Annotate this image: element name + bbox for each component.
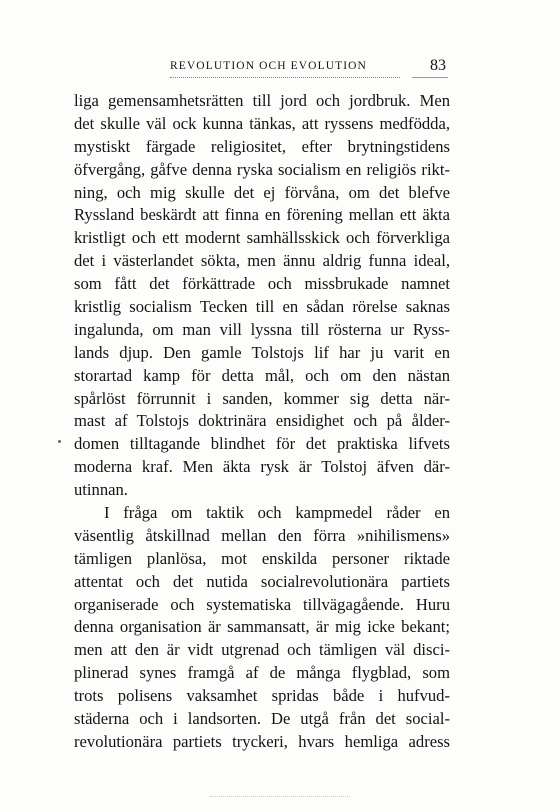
page-number: 83: [430, 57, 446, 74]
text-line: trots polisens vaksamhet spridas både i hufvud-: [74, 686, 450, 706]
text-line: som fått det förkättrade och missbrukade namnet: [74, 274, 450, 294]
text-line: liga gemensamhetsrätten till jord och jordbruk. Men: [74, 91, 450, 110]
text-line: ingalunda, om man vill lyssna till rösterna ur Ryss-: [74, 319, 450, 339]
text-line: spårlöst förrunnit i sanden, kommer sig detta när-: [74, 388, 450, 408]
text-line: väsentlig åtskillnad mellan den förra »nihilismens»: [74, 525, 450, 545]
header-rule-right: [412, 77, 448, 78]
running-title: REVOLUTION OCH EVOLUTION: [170, 60, 367, 72]
header-rule: [170, 77, 400, 78]
text-line: organiserade och systematiska tillvägagående. Huru: [74, 594, 450, 614]
text-line: utinnan.: [74, 480, 128, 500]
text-line: denna organisation är sammansatt, är mig icke bekant;: [74, 617, 450, 637]
text-line: Ryssland beskärdt att finna en förening mellan ett äkta: [74, 205, 450, 225]
text-line: I fråga om taktik och kampmedel råder en: [104, 503, 450, 523]
text-line: mast af Tolstojs doktrinära ensidighet och på ålder-: [74, 411, 450, 431]
text-line: men att den är vidt utgrenad och tämligen väl disci-: [74, 640, 450, 660]
text-line: tämligen planlösa, mot enskilda personer riktade: [74, 548, 450, 568]
text-line: kristlig socialism Tecken till en sådan rörelse saknas: [74, 297, 450, 317]
margin-mark: [58, 440, 61, 443]
running-head: [74, 57, 450, 80]
text-line: öfvergång, gåfve denna ryska socialism en religiös rikt-: [74, 159, 450, 179]
text-line: lands djup. Den gamle Tolstojs lif har ju varit en: [74, 342, 450, 362]
text-line: revolutionära partiets tryckeri, hvars hemliga adress: [74, 731, 450, 751]
text-line: städerna och i landsorten. De utgå från det social-: [74, 709, 450, 729]
text-line: ning, och mig skulle det ej förvåna, om det blefve: [74, 182, 450, 202]
text-line: domen tilltagande blindhet för det praktiska lifvets: [74, 434, 450, 454]
text-line: moderna kraf. Men äkta rysk är Tolstoj äfven där-: [74, 457, 450, 477]
text-line: storartad kamp för detta mål, och om den nästan: [74, 365, 450, 385]
text-line: plinerad synes framgå af de många flygblad, som: [74, 663, 450, 683]
text-line: attentat och det nutida socialrevolutionära partiets: [74, 571, 450, 591]
text-line: mystiskt färgade religiositet, efter brytningstidens: [74, 136, 450, 156]
text-line: det skulle väl ock kunna tänkas, att ryssens medfödda,: [74, 113, 450, 133]
text-line: det i västerlandet sökta, men ännu aldrig funna ideal,: [74, 251, 450, 271]
footer-rule: [210, 796, 350, 797]
text-line: kristligt och ett modernt samhällsskick och förverkliga: [74, 228, 450, 248]
body-text: [74, 90, 450, 754]
